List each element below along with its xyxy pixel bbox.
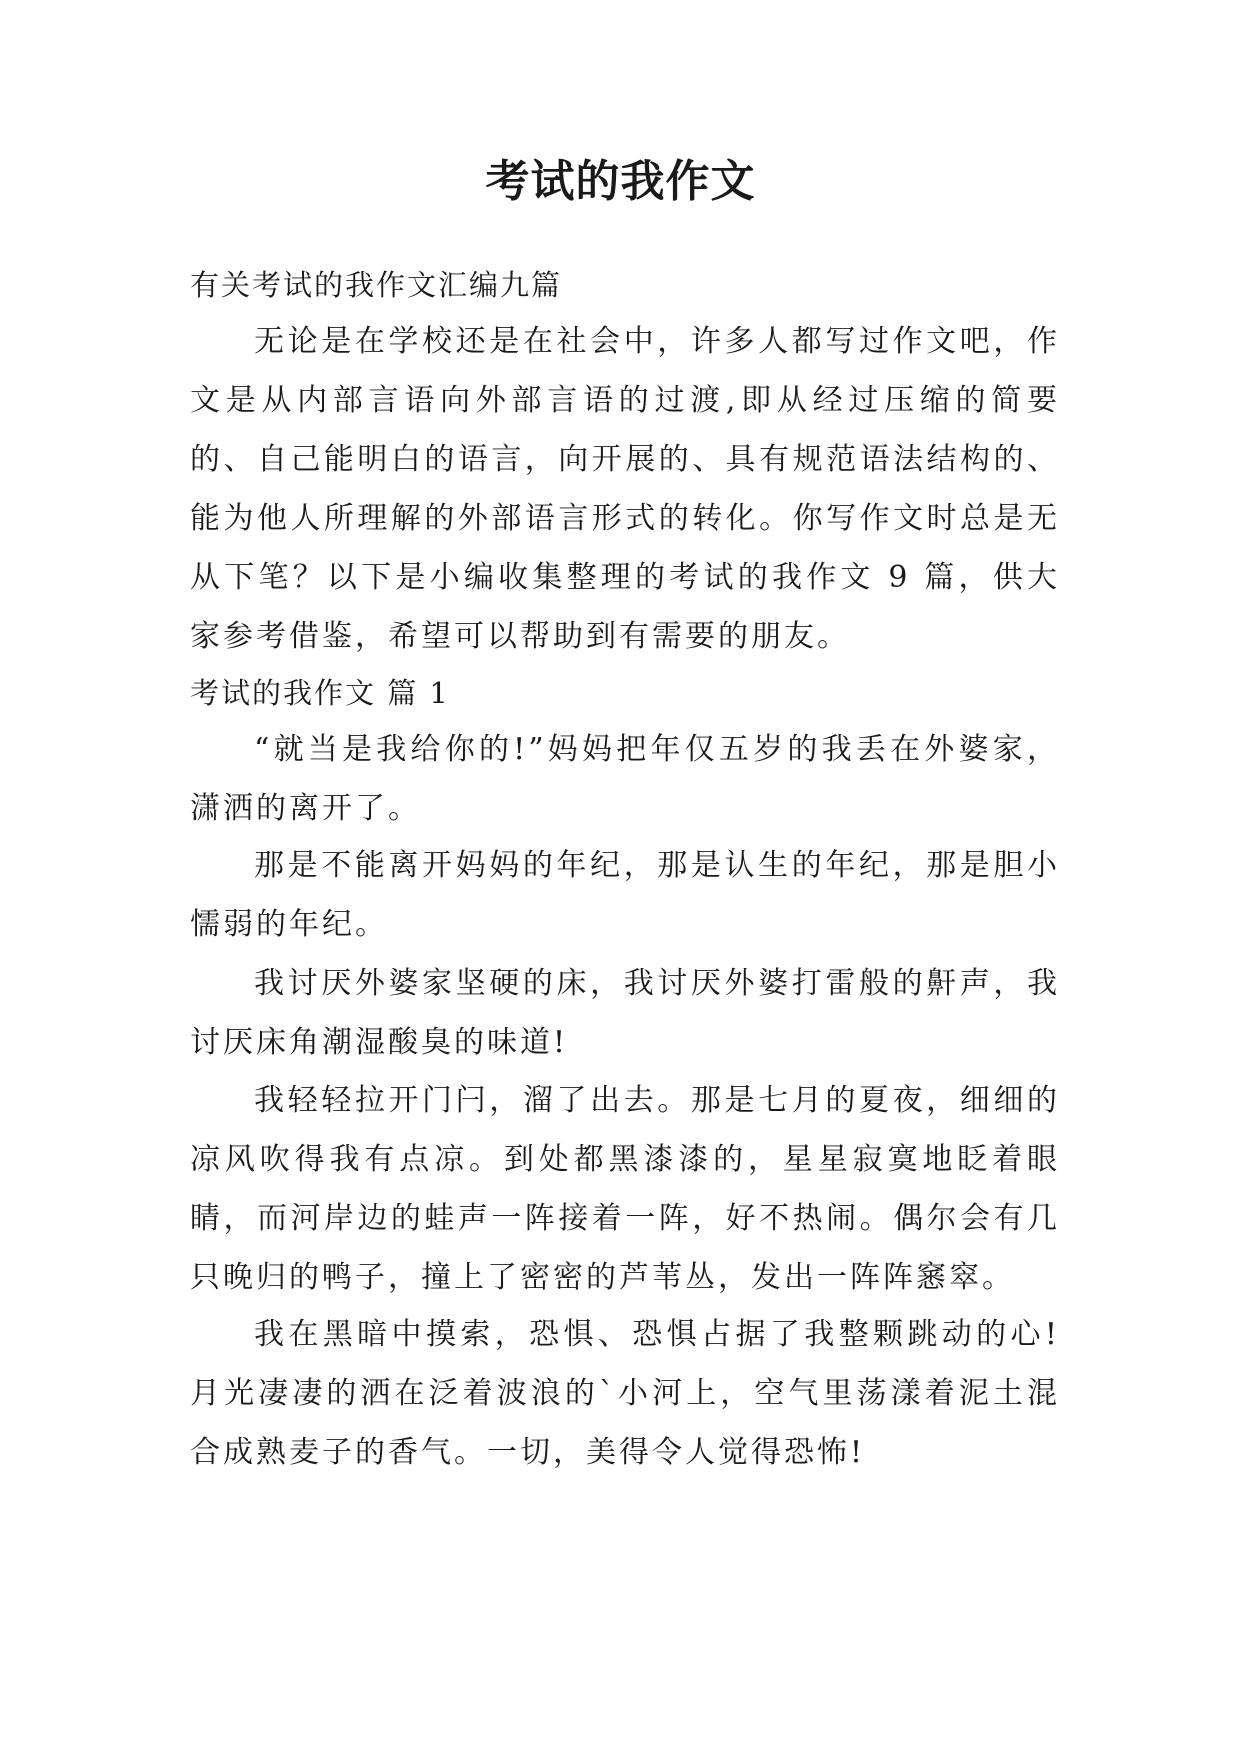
section-paragraph-2: 那是不能离开妈妈的年纪，那是认生的年纪，那是胆小懦弱的年纪。: [190, 848, 1060, 942]
section-paragraph-1: “就当是我给你的!”妈妈把年仅五岁的我丢在外婆家，潇洒的离开了。: [190, 732, 1060, 826]
section-heading: 考试的我作文 篇 1: [190, 676, 450, 710]
intro-paragraph: 无论是在学校还是在社会中，许多人都写过作文吧，作文是从内部言语向外部言语的过渡,即从经过压缩的简要的、自己能明白的语言，向开展的、具有规范语法结构的、能为他人所理解的外部语言形式的转化。你写作文时总是无从下笔？以下是小编收集整理的考试的我作文 9 篇，供大家参考借鉴，希望可以帮助到有需要的朋友。: [190, 324, 1060, 654]
section-paragraph-4: 我轻轻拉开门闩，溜了出去。那是七月的夏夜，细细的凉风吹得我有点凉。到处都黑漆漆的，星星寂寞地眨着眼睛，而河岸边的蛙声一阵接着一阵，好不热闹。偶尔会有几只晚归的鸭子，撞上了密密的芦苇丛，发出一阵阵窸窣。: [190, 1083, 1060, 1295]
section-paragraph-5: 我在黑暗中摸索，恐惧、恐惧占据了我整颗跳动的心!月光凄凄的洒在泛着波浪的`小河上，空气里荡漾着泥土混合成熟麦子的香气。一切，美得令人觉得恐怖!: [190, 1317, 1060, 1470]
document-title: 考试的我作文: [485, 156, 756, 207]
document-subtitle: 有关考试的我作文汇编九篇: [190, 268, 563, 302]
section-paragraph-3: 我讨厌外婆家坚硬的床，我讨厌外婆打雷般的鼾声，我讨厌床角潮湿酸臭的味道!: [190, 966, 1060, 1060]
